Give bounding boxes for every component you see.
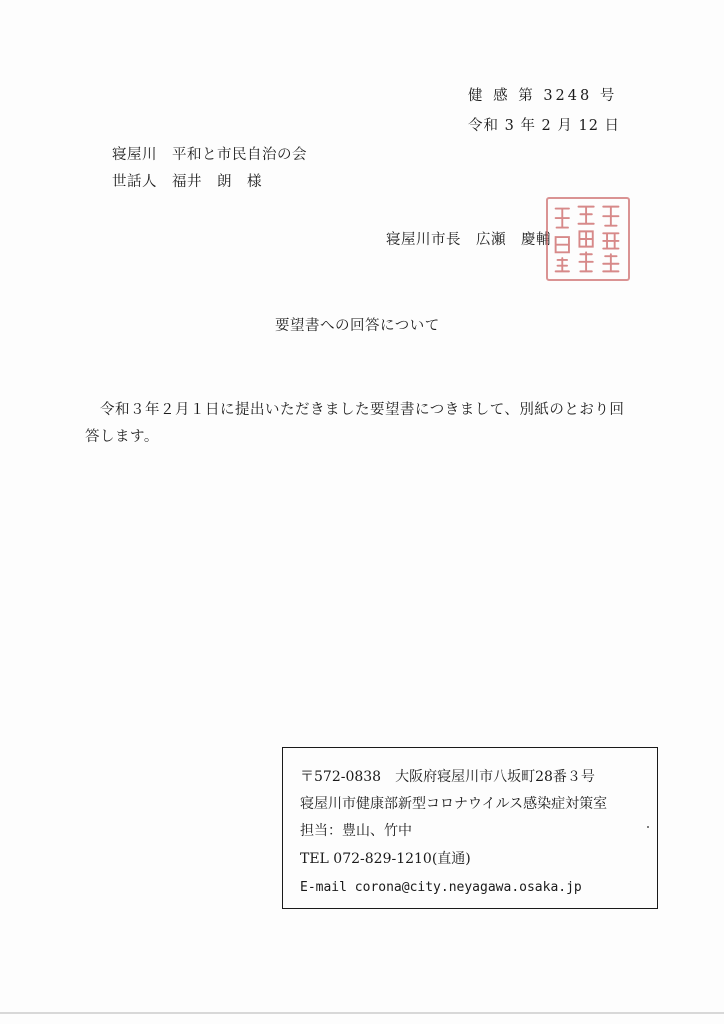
official-seal-icon: [546, 197, 630, 281]
contact-email: E-mail corona@city.neyagawa.osaka.jp: [300, 880, 582, 895]
addressee-contact: 世話人 福井 朗 様: [112, 174, 262, 190]
contact-phone: TEL 072-829-1210(直通): [300, 851, 471, 867]
addressee-organization: 寝屋川 平和と市民自治の会: [112, 147, 307, 163]
subject-title: 要望書への回答について: [275, 318, 440, 334]
body-text-line-2: 答します。: [85, 429, 159, 445]
contact-info-box: [282, 747, 658, 909]
document-date: 令和 3 年 2 月 12 日: [468, 118, 621, 134]
body-text-line-1: 令和３年２月１日に提出いただきました要望書につきまして、別紙のとおり回: [100, 402, 625, 418]
contact-staff: 担当：豊山、竹中: [300, 823, 412, 839]
scan-speck: [647, 826, 649, 828]
contact-address: 〒572-0838 大阪府寝屋川市八坂町28番３号: [300, 769, 595, 785]
sender-name: 寝屋川市長 広瀬 慶輔: [386, 232, 551, 248]
contact-department: 寝屋川市健康部新型コロナウイルス感染症対策室: [300, 796, 608, 812]
scan-bottom-edge: [0, 1012, 724, 1014]
document-number: 健 感 第 3248 号: [468, 88, 618, 104]
